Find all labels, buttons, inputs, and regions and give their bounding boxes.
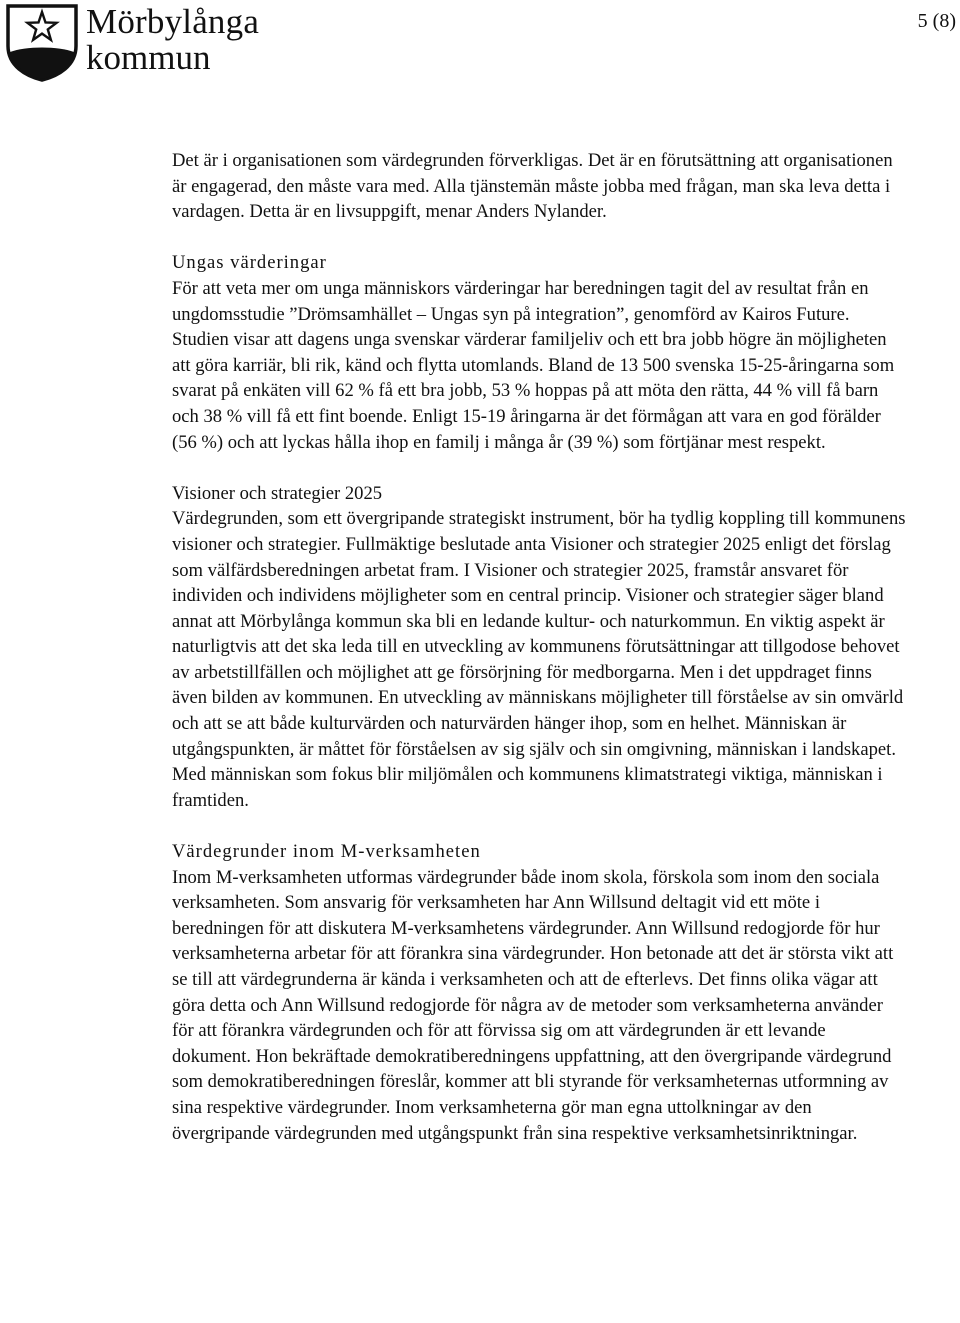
- logo-line1: Mörbylånga: [86, 2, 260, 41]
- logo-line2: kommun: [86, 38, 211, 77]
- document-body: [172, 148, 907, 1146]
- section-body: För att veta mer om unga människors värderingar har beredningen tagit del av resultat från en ungdomsstudie ”Drömsamhället – Ungas syn på integration”, genomförd av Kairos Future. Studien visar att dagens unga svenskar värderar familjeliv och ett bra jobb högre än möjligheten att göra karriär, bli rik, känd och flytta utomlands. Bland de 13 500 svenska 15-25-åringarna som svarat på enkäten vill 62 % få ett bra jobb, 53 % hoppas på att möta den rätta, 44 % vill få barn och 38 % vill få ett fint boende. Enligt 15-19 åringarna är det förmågan att vara en god förälder (56 %) och att lyckas hålla ihop en familj i många år (39 %) som förtjänar mest respekt.: [172, 277, 895, 453]
- section-heading: Värdegrunder inom M-verksamheten: [172, 841, 481, 863]
- section-vardegrunder-m-verksamheten: [172, 839, 907, 1146]
- section-visioner-och-strategier: [172, 481, 907, 814]
- section-ungas-varderingar: [172, 250, 907, 455]
- municipality-logo: [4, 2, 260, 84]
- page-number: 5 (8): [917, 10, 956, 32]
- section-body: Inom M-verksamheten utformas värdegrunder både inom skola, förskola som inom den sociala verksamheten. Som ansvarig för verksamheten har Ann Willsund deltagit vid ett möte i beredningen för att diskutera M-verksamhetens värdegrunder. Ann Willsund redogjorde för hur verksamheterna arbetar för att förankra sina värdegrunder. Hon betonade att det är största vikt att se till att värdegrunderna är kända i verksamheten och att de efterlevs. Det finns olika vägar att göra detta och Ann Willsund redogjorde för några av de metoder som verksamheterna använder för att förankra värdegrunden och för att förvissa sig om att värdegrunden är ett levande dokument. Hon bekräftade demokratiberedningens uppfattning, att den övergripande värdegrund som demokratiberedningen föreslår, kommer att bli styrande för verksamheternas utformning av sina respektive värdegrunder. Inom verksamheterna gör man egna uttolkningar av den övergripande värdegrunden med utgångspunkt från sina respektive verksamhetsinriktningar.: [172, 866, 894, 1144]
- logo-wordmark: [86, 4, 259, 76]
- intro-paragraph: Det är i organisationen som värdegrunden förverkligas. Det är en förutsättning att organisationen är engagerad, den måste vara med. Alla tjänstemän måste jobba med frågan, man ska leva detta i vardagen. Detta är en livsuppgift, menar Anders Nylander.: [172, 150, 893, 223]
- section-body: Värdegrunden, som ett övergripande strategiskt instrument, bör ha tydlig koppling till kommunens visioner och strategier. Fullmäktige beslutade anta Visioner och strategier 2025 enligt det förslag som välfärdsberedningen arbetat fram. I Visioner och strategier 2025, framstår ansvaret för individen och individens möjligheter som en central princip. Visioner och strategier säger bland annat att Mörbylånga kommun ska bli en ledande kultur- och naturkommun. En viktig aspekt är naturligtvis att det ska leda till en utveckling av kommunens förutsättningar att tillgodose behovet av arbetstillfällen och möjlighet att ge försörjning för medborgarna. Men i det uppdraget finns även bilden av kommunen. En utveckling av människans möjligheter till förståelse av sin omvärld och att se att både kulturvärden och naturvärden hänger ihop, som en helhet. Människan är utgångspunkten, är måttet för förståelsen av sig själv och sin omgivning, människan i landskapet. Med människan som fokus blir miljömålen och kommunens klimatstrategi viktiga, människan i framtiden.: [172, 508, 906, 811]
- section-heading: Ungas värderingar: [172, 252, 327, 274]
- coat-of-arms-icon: [4, 2, 80, 82]
- section-heading: Visioner och strategier 2025: [172, 482, 383, 504]
